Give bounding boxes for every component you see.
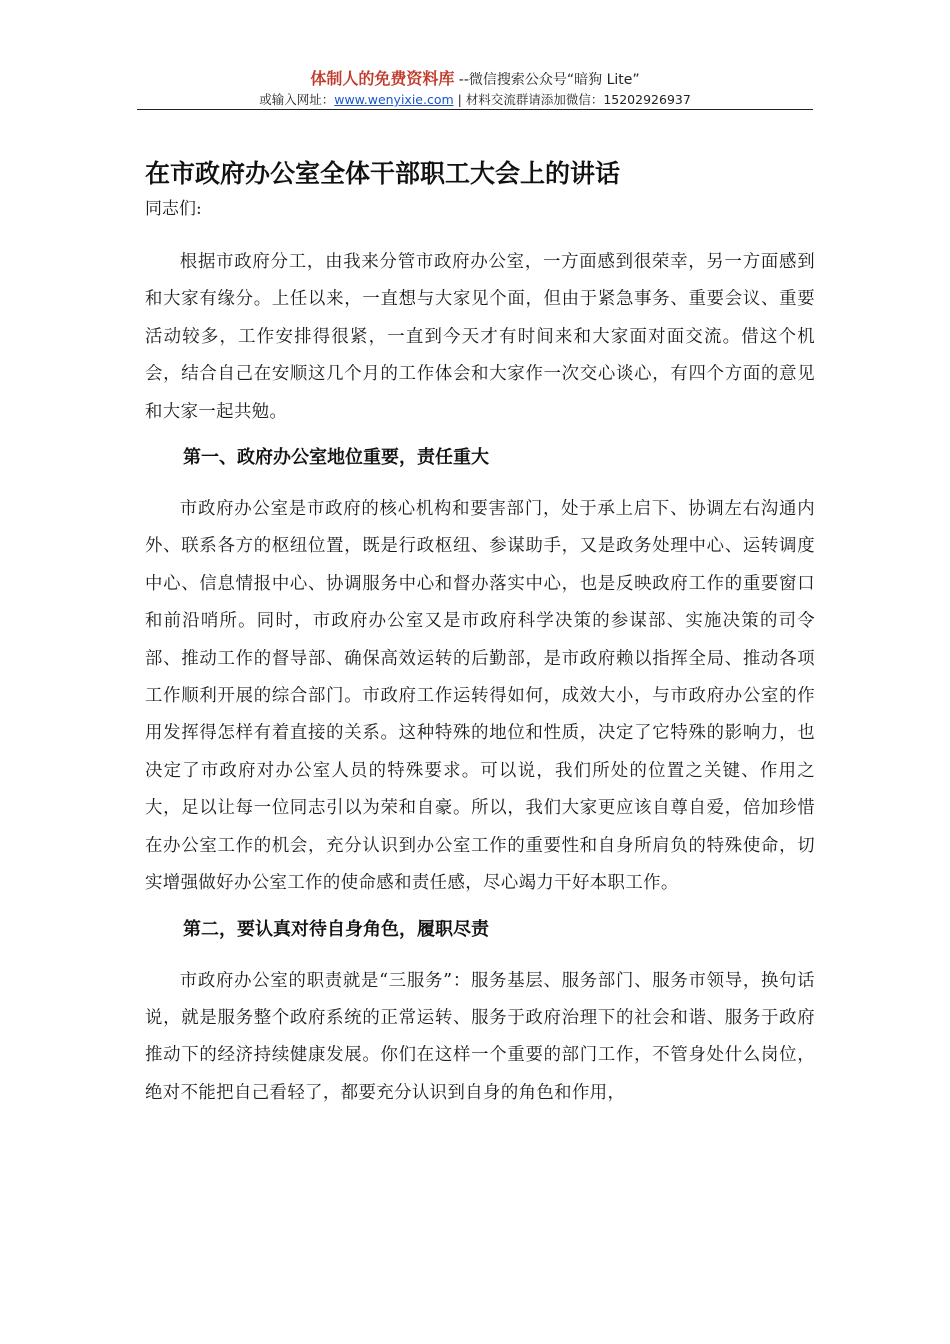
document-body <box>145 155 815 1112</box>
header-divider <box>137 109 813 110</box>
website-link[interactable]: www.wenyixie.com <box>334 92 454 107</box>
section-2-paragraph: 市政府办公室的职责就是“三服务”：服务基层、服务部门、服务市领导，换句话说，就是服务整个政府系统的正常运转、服务于政府治理下的社会和谐、服务于政府推动下的经济持续健康发展。你们在这样一个重要的部门工作，不管身处什么岗位，绝对不能把自己看轻了，都要充分认识到自身的角色和作用， <box>145 970 815 1103</box>
brand-name: 体制人的免费资料库 <box>310 69 455 88</box>
document-title: 在市政府办公室全体干部职工大会上的讲话 <box>145 159 621 188</box>
url-prefix: 或输入网址： <box>259 92 335 107</box>
intro-paragraph: 根据市政府分工，由我来分管市政府办公室，一方面感到很荣幸，另一方面感到和大家有缘分。上任以来，一直想与大家见个面，但由于紧急事务、重要会议、重要活动较多，工作安排得很紧，一直到今天才有时间来和大家面对面交流。借这个机会，结合自己在安顺这几个月的工作体会和大家作一次交心谈心，有四个方面的意见和大家一起共勉。 <box>145 252 815 422</box>
salutation: 同志们: <box>145 199 202 219</box>
page-header <box>137 70 813 108</box>
header-promo-line <box>137 70 813 89</box>
header-contact-line <box>137 92 813 108</box>
section-1-paragraph: 市政府办公室是市政府的核心机构和要害部门，处于承上启下、协调左右沟通内外、联系各方的枢纽位置，既是行政枢纽、参谋助手，又是政务处理中心、运转调度中心、信息情报中心、协调服务中心和督办落实中心，也是反映政府工作的重要窗口和前沿哨所。同时，市政府办公室又是市政府科学决策的参谋部、实施决策的司令部、推动工作的督导部、确保高效运转的后勤部，是市政府赖以指挥全局、推动各项工作顺利开展的综合部门。市政府工作运转得如何，成效大小，与市政府办公室的作用发挥得怎样有着直接的关系。这种特殊的地位和性质，决定了它特殊的影响力，也决定了市政府对办公室人员的特殊要求。可以说，我们所处的位置之关键、作用之大，足以让每一位同志引以为荣和自豪。所以，我们大家更应该自尊自爱，倍加珍惜在办公室工作的机会，充分认识到办公室工作的重要性和自身所肩负的特殊使命，切实增强做好办公室工作的使命感和责任感，尽心竭力干好本职工作。 <box>145 499 815 894</box>
wechat-contact: | 材料交流群请添加微信：15202926937 <box>453 92 691 107</box>
section-1-heading: 第一、政府办公室地位重要，责任重大 <box>183 447 489 469</box>
header-tagline: --微信搜索公众号“暗狗 Lite” <box>454 72 640 88</box>
section-2-heading: 第二，要认真对待自身角色，履职尽责 <box>183 918 489 940</box>
